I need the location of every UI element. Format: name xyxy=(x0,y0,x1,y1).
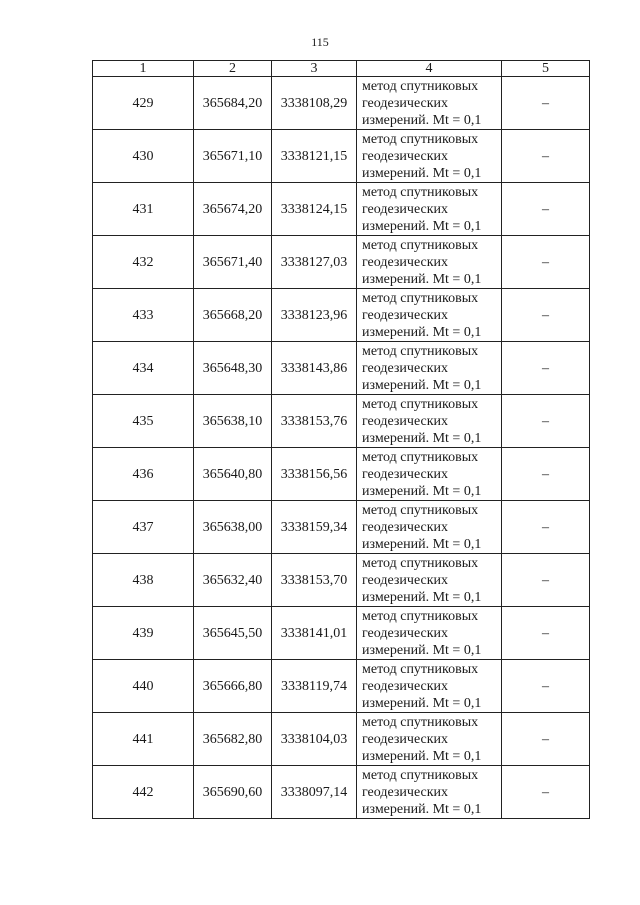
y-coordinate-cell: 3338156,56 xyxy=(272,448,357,501)
table-row xyxy=(93,236,590,289)
note-cell: – xyxy=(502,289,590,342)
method-line: геодезических xyxy=(362,360,449,376)
table-row xyxy=(93,395,590,448)
point-number-cell: 438 xyxy=(93,554,194,607)
header-row xyxy=(93,61,590,77)
method-line: метод спутниковых xyxy=(362,290,479,306)
x-coordinate-cell: 365645,50 xyxy=(194,607,272,660)
method-line: измерений. Mt = 0,1 xyxy=(362,748,482,764)
x-coordinate-cell: 365668,20 xyxy=(194,289,272,342)
note-cell: – xyxy=(502,130,590,183)
table-row xyxy=(93,77,590,130)
y-coordinate-cell: 3338123,96 xyxy=(272,289,357,342)
method-line: метод спутниковых xyxy=(362,608,479,624)
method-cell xyxy=(357,130,502,183)
method-cell xyxy=(357,713,502,766)
table-row xyxy=(93,183,590,236)
point-number-cell: 437 xyxy=(93,501,194,554)
method-cell xyxy=(357,77,502,130)
method-cell xyxy=(357,607,502,660)
point-number-cell: 436 xyxy=(93,448,194,501)
method-line: метод спутниковых xyxy=(362,502,479,518)
header-col-5: 5 xyxy=(502,61,590,77)
table-row xyxy=(93,660,590,713)
method-line: измерений. Mt = 0,1 xyxy=(362,377,482,393)
method-line: измерений. Mt = 0,1 xyxy=(362,695,482,711)
note-cell: – xyxy=(502,236,590,289)
method-line: метод спутниковых xyxy=(362,131,479,147)
note-cell: – xyxy=(502,395,590,448)
method-line: геодезических xyxy=(362,307,449,323)
point-number-cell: 440 xyxy=(93,660,194,713)
method-line: метод спутниковых xyxy=(362,396,479,412)
method-line: метод спутниковых xyxy=(362,184,479,200)
point-number-cell: 434 xyxy=(93,342,194,395)
point-number-cell: 442 xyxy=(93,766,194,819)
table-row xyxy=(93,130,590,183)
table-row xyxy=(93,448,590,501)
method-line: метод спутниковых xyxy=(362,237,479,253)
method-cell xyxy=(357,660,502,713)
method-line: измерений. Mt = 0,1 xyxy=(362,324,482,340)
method-cell xyxy=(357,183,502,236)
table-row xyxy=(93,342,590,395)
page-number: 115 xyxy=(311,35,329,49)
y-coordinate-cell: 3338124,15 xyxy=(272,183,357,236)
method-line: геодезических xyxy=(362,519,449,535)
table-row xyxy=(93,607,590,660)
method-line: метод спутниковых xyxy=(362,555,479,571)
x-coordinate-cell: 365674,20 xyxy=(194,183,272,236)
method-line: геодезических xyxy=(362,148,449,164)
y-coordinate-cell: 3338119,74 xyxy=(272,660,357,713)
method-line: измерений. Mt = 0,1 xyxy=(362,483,482,499)
method-cell xyxy=(357,236,502,289)
x-coordinate-cell: 365638,10 xyxy=(194,395,272,448)
table-header xyxy=(93,61,590,77)
point-number-cell: 432 xyxy=(93,236,194,289)
note-cell: – xyxy=(502,183,590,236)
method-line: геодезических xyxy=(362,731,449,747)
note-cell: – xyxy=(502,342,590,395)
y-coordinate-cell: 3338153,70 xyxy=(272,554,357,607)
method-line: измерений. Mt = 0,1 xyxy=(362,536,482,552)
note-cell: – xyxy=(502,607,590,660)
method-line: измерений. Mt = 0,1 xyxy=(362,218,482,234)
table-row xyxy=(93,289,590,342)
point-number-cell: 429 xyxy=(93,77,194,130)
x-coordinate-cell: 365671,40 xyxy=(194,236,272,289)
point-number-cell: 439 xyxy=(93,607,194,660)
table-row xyxy=(93,554,590,607)
method-line: измерений. Mt = 0,1 xyxy=(362,642,482,658)
method-cell xyxy=(357,448,502,501)
coordinates-table xyxy=(92,60,590,819)
method-cell xyxy=(357,395,502,448)
y-coordinate-cell: 3338108,29 xyxy=(272,77,357,130)
note-cell: – xyxy=(502,77,590,130)
table-row xyxy=(93,713,590,766)
note-cell: – xyxy=(502,660,590,713)
method-line: геодезических xyxy=(362,678,449,694)
note-cell: – xyxy=(502,448,590,501)
method-line: геодезических xyxy=(362,784,449,800)
method-cell xyxy=(357,501,502,554)
point-number-cell: 435 xyxy=(93,395,194,448)
method-line: метод спутниковых xyxy=(362,449,479,465)
method-line: метод спутниковых xyxy=(362,78,479,94)
method-line: геодезических xyxy=(362,254,449,270)
x-coordinate-cell: 365640,80 xyxy=(194,448,272,501)
y-coordinate-cell: 3338097,14 xyxy=(272,766,357,819)
method-line: геодезических xyxy=(362,413,449,429)
note-cell: – xyxy=(502,766,590,819)
point-number-cell: 431 xyxy=(93,183,194,236)
method-line: геодезических xyxy=(362,572,449,588)
header-col-4: 4 xyxy=(357,61,502,77)
x-coordinate-cell: 365638,00 xyxy=(194,501,272,554)
y-coordinate-cell: 3338159,34 xyxy=(272,501,357,554)
header-col-1: 1 xyxy=(93,61,194,77)
method-line: геодезических xyxy=(362,625,449,641)
point-number-cell: 441 xyxy=(93,713,194,766)
method-cell xyxy=(357,342,502,395)
point-number-cell: 433 xyxy=(93,289,194,342)
method-line: измерений. Mt = 0,1 xyxy=(362,589,482,605)
y-coordinate-cell: 3338121,15 xyxy=(272,130,357,183)
table-body xyxy=(93,77,590,819)
x-coordinate-cell: 365632,40 xyxy=(194,554,272,607)
header-col-2: 2 xyxy=(194,61,272,77)
table-row xyxy=(93,501,590,554)
method-line: измерений. Mt = 0,1 xyxy=(362,430,482,446)
method-line: измерений. Mt = 0,1 xyxy=(362,165,482,181)
x-coordinate-cell: 365671,10 xyxy=(194,130,272,183)
x-coordinate-cell: 365648,30 xyxy=(194,342,272,395)
method-line: метод спутниковых xyxy=(362,767,479,783)
x-coordinate-cell: 365682,80 xyxy=(194,713,272,766)
method-line: метод спутниковых xyxy=(362,661,479,677)
y-coordinate-cell: 3338104,03 xyxy=(272,713,357,766)
y-coordinate-cell: 3338127,03 xyxy=(272,236,357,289)
table-row xyxy=(93,766,590,819)
method-cell xyxy=(357,766,502,819)
method-line: измерений. Mt = 0,1 xyxy=(362,271,482,287)
method-line: измерений. Mt = 0,1 xyxy=(362,112,482,128)
y-coordinate-cell: 3338141,01 xyxy=(272,607,357,660)
y-coordinate-cell: 3338153,76 xyxy=(272,395,357,448)
method-line: геодезических xyxy=(362,466,449,482)
y-coordinate-cell: 3338143,86 xyxy=(272,342,357,395)
note-cell: – xyxy=(502,501,590,554)
method-line: геодезических xyxy=(362,95,449,111)
method-line: измерений. Mt = 0,1 xyxy=(362,801,482,817)
x-coordinate-cell: 365684,20 xyxy=(194,77,272,130)
note-cell: – xyxy=(502,554,590,607)
x-coordinate-cell: 365690,60 xyxy=(194,766,272,819)
method-line: метод спутниковых xyxy=(362,714,479,730)
method-line: геодезических xyxy=(362,201,449,217)
point-number-cell: 430 xyxy=(93,130,194,183)
note-cell: – xyxy=(502,713,590,766)
method-line: метод спутниковых xyxy=(362,343,479,359)
x-coordinate-cell: 365666,80 xyxy=(194,660,272,713)
method-cell xyxy=(357,289,502,342)
method-cell xyxy=(357,554,502,607)
header-col-3: 3 xyxy=(272,61,357,77)
